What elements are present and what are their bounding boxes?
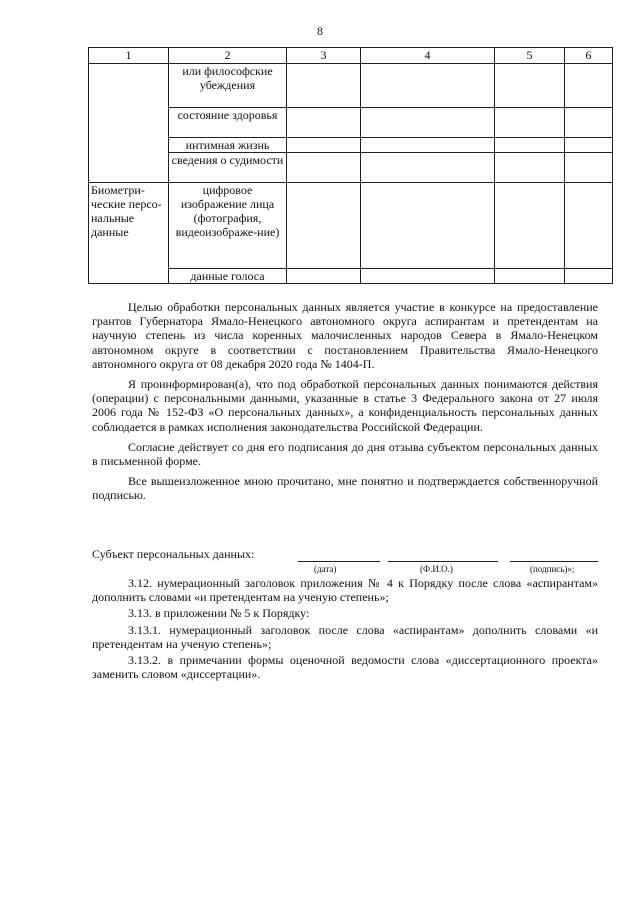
category-cell <box>89 64 169 183</box>
item-cell: сведения о судимости <box>169 153 287 183</box>
item-cell: интимная жизнь <box>169 138 287 153</box>
amendment-item: 3.13.2. в примечании формы оценочной ведомости слова «диссертационного проекта» заменить словом «диссертации». <box>92 653 598 682</box>
item-cell: или философские убеждения <box>169 64 287 108</box>
column-header: 4 <box>361 48 495 64</box>
table-header-row <box>89 48 613 64</box>
column-header: 5 <box>495 48 565 64</box>
paragraph: Все вышеизложенное мною прочитано, мне понятно и подтверждается собственноручной подписью. <box>92 474 598 503</box>
paragraph: Согласие действует со дня его подписания до дня отзыва субъектом персональных данных в письменной форме. <box>92 439 598 469</box>
personal-data-table <box>88 47 613 284</box>
item-cell: цифровое изображение лица (фотография, видеоизображе-ние) <box>169 183 287 269</box>
column-header: 2 <box>169 48 287 64</box>
table-row <box>89 64 613 108</box>
date-blank <box>298 561 380 562</box>
signature-caption: (подпись)»; <box>530 564 575 574</box>
name-caption: (Ф.И.О.) <box>420 564 453 574</box>
table-row <box>89 183 613 269</box>
signature-label: Субъект персональных данных: <box>92 547 255 561</box>
category-cell: Биометри-ческие персо-нальные данные <box>89 183 169 284</box>
column-header: 3 <box>287 48 361 64</box>
consent-text <box>92 300 598 504</box>
amendment-item: 3.13.1. нумерационный заголовок после слова «аспирантам» дополнить словами «и претендентам на ученую степень»; <box>92 622 598 651</box>
amendment-item: 3.12. нумерационный заголовок приложения № 4 к Порядку после слова «аспирантам» дополнить словами «и претендентам на ученую степень»; <box>92 576 598 605</box>
amendments <box>92 576 598 683</box>
item-cell: состояние здоровья <box>169 108 287 138</box>
item-cell: данные голоса <box>169 269 287 284</box>
signature-blank <box>510 561 598 562</box>
signature-captions <box>92 564 598 576</box>
page-number: 8 <box>317 24 323 38</box>
name-blank <box>388 561 498 562</box>
paragraph: Я проинформирован(а), что под обработкой персональных данных понимаются действия (операции) с персональными данными, указанные в статье 3 Федерального закона от 27 июля 2006 года № 152-ФЗ «О персональных данных», а конфиденциальность персональных данных соблюдается в рамках исполнения законодательства Российской Федерации. <box>92 377 598 434</box>
signature-line <box>92 547 598 563</box>
column-header: 6 <box>565 48 613 64</box>
date-caption: (дата) <box>314 564 337 574</box>
amendment-item: 3.13. в приложении № 5 к Порядку: <box>128 606 310 621</box>
column-header: 1 <box>89 48 169 64</box>
paragraph: Целью обработки персональных данных является участие в конкурсе на предоставление грантов Губернатора Ямало-Ненецкого автономного округа аспирантам и претендентам на научную степень из числа коренных малочисленных народов Севера в Ямало-Ненецком автономном округе в соответствии с постановлением Правительства Ямало-Ненецкого автономного округа от 08 декабря 2020 года № 1404-П. <box>92 300 598 371</box>
